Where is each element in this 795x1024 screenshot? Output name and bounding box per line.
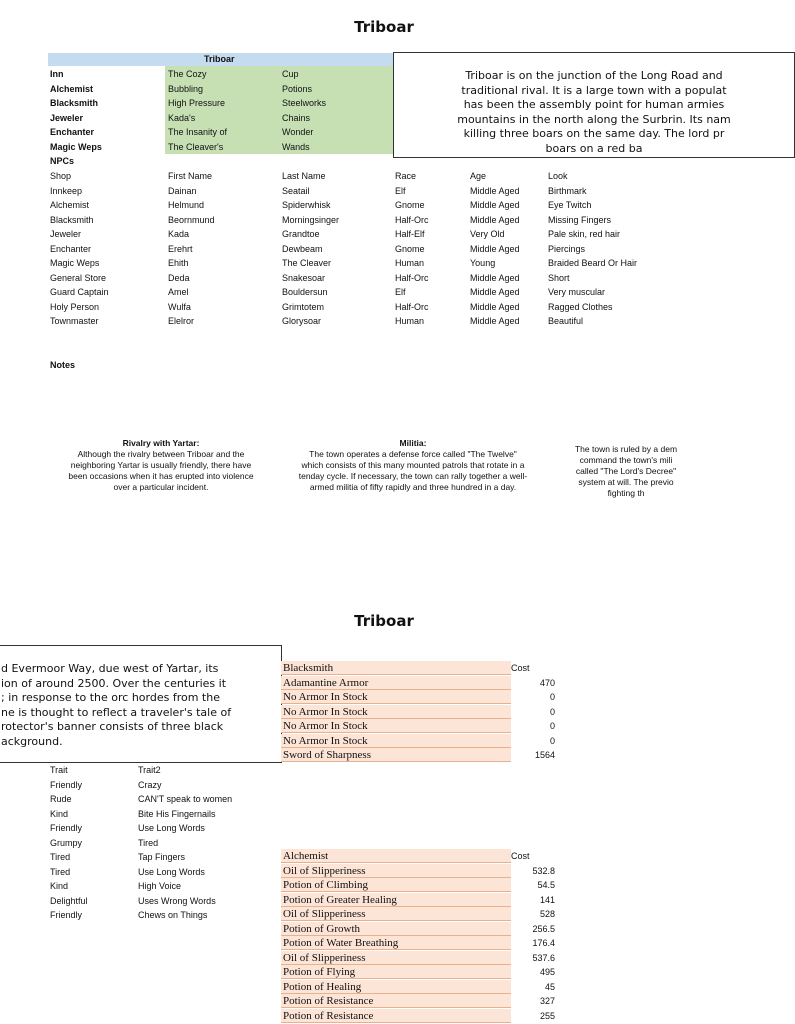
- alchemist-item-name: Oil of Slipperiness: [281, 951, 511, 965]
- blacksmith-item-name: Adamantine Armor: [281, 676, 511, 690]
- blacksmith-item-name: No Armor In Stock: [281, 705, 511, 719]
- trait2-cell: Uses Wrong Words: [138, 895, 216, 906]
- npc-cell: Middle Aged: [470, 243, 520, 254]
- alchemist-item-cost: 495: [539, 967, 555, 977]
- shop-name-second: Steelworks: [282, 98, 327, 108]
- npc-cell: Blacksmith: [50, 214, 94, 225]
- trait-cell: Friendly: [50, 779, 83, 790]
- notes-label: Notes: [50, 360, 76, 370]
- alchemist-header: Alchemist: [281, 849, 511, 863]
- shop-name-second: Cup: [282, 69, 299, 79]
- shop-name-first: High Pressure: [168, 98, 226, 108]
- alchemist-item-name: Potion of Growth: [281, 922, 511, 936]
- description-line: ion of around 2500. Over the centuries it: [1, 676, 227, 690]
- npc-cell: Middle Aged: [470, 185, 520, 196]
- shop-name-second: Wands: [282, 141, 310, 152]
- npc-cell: Holy Person: [50, 301, 100, 312]
- npc-cell: Ehith: [168, 258, 189, 268]
- blacksmith-item-cost: 0: [549, 721, 555, 731]
- blacksmith-header: Blacksmith: [281, 661, 511, 675]
- npc-column-header: Last Name: [282, 171, 326, 181]
- note-government-line: called "The Lord's Decree": [575, 466, 677, 476]
- npc-cell: Young: [470, 258, 496, 268]
- npc-column-header: Shop: [50, 171, 72, 181]
- description-line: traditional rival. It is a large town with a populat: [461, 83, 727, 97]
- table-header-title: Triboar: [204, 54, 235, 64]
- blacksmith-item-cost: 1564: [534, 750, 555, 760]
- description-line: ne is thought to reflect a traveler's tale of: [1, 705, 232, 719]
- alchemist-cost-header: Cost: [511, 851, 530, 861]
- npc-cell: Wulfa: [168, 301, 191, 312]
- npc-cell: Dewbeam: [282, 243, 323, 254]
- description-line: boars on a red ba: [545, 141, 643, 155]
- note-militia: [280, 438, 546, 493]
- npc-cell: Beautiful: [548, 316, 584, 326]
- shop-name-second: Potions: [282, 83, 313, 94]
- trait-cell: Kind: [50, 881, 69, 891]
- description-box-top-clip: [393, 52, 731, 158]
- shop-name-first: The Insanity of: [168, 127, 228, 137]
- npc-cell: Very muscular: [548, 287, 606, 297]
- alchemist-item-name: Potion of Climbing: [281, 878, 511, 892]
- npc-cell: Alchemist: [50, 200, 90, 210]
- npc-cell: Half-Orc: [395, 214, 429, 225]
- note-rivalry-line: been occasions when it has erupted into violence: [68, 471, 254, 481]
- npc-cell: Middle Aged: [470, 272, 520, 283]
- note-government-clip: [546, 444, 678, 504]
- note-rivalry-line: neighboring Yartar is usually friendly, there have: [70, 460, 252, 470]
- alchemist-item-cost: 532.8: [532, 865, 555, 876]
- npc-cell: Middle Aged: [470, 214, 520, 225]
- page-title-bottom: Triboar: [354, 612, 414, 630]
- alchemist-item-name: Oil of Slipperiness: [281, 864, 511, 878]
- npc-cell: Elf: [395, 185, 406, 196]
- npc-cell: Human: [395, 258, 425, 268]
- npc-cell: Dainan: [168, 185, 197, 196]
- alchemist-item-cost: 537.6: [532, 952, 555, 963]
- description-line: has been the assembly point for human armies: [463, 98, 725, 111]
- shop-label: Enchanter: [50, 127, 95, 137]
- npc-cell: Ragged Clothes: [548, 301, 613, 312]
- note-rivalry-line: Although the rivalry between Triboar and the: [77, 449, 245, 459]
- blacksmith-cost-header: Cost: [511, 663, 530, 673]
- trait2-cell: Crazy: [138, 779, 162, 790]
- npc-cell: Middle Aged: [470, 301, 520, 312]
- npc-cell: Eye Twitch: [548, 200, 592, 210]
- note-militia-line: which consists of this many mounted patrols that rotate in a: [301, 460, 525, 470]
- description-line: killing three boars on the same day. The lord pr: [463, 127, 725, 140]
- npc-cell: Half-Orc: [395, 272, 429, 283]
- shop-name-second: Wonder: [282, 127, 314, 137]
- alchemist-item-cost: 176.4: [532, 938, 555, 948]
- description-box-bottom: [0, 645, 282, 763]
- alchemist-item-cost: 45: [544, 981, 555, 992]
- trait-cell: Tired: [50, 852, 71, 862]
- trait-column-header: Trait: [50, 765, 68, 775]
- trait-cell: Kind: [50, 808, 69, 819]
- alchemist-item-cost: 256.5: [532, 923, 555, 934]
- note-government: [546, 444, 706, 499]
- note-government-line: command the town's mili: [579, 455, 673, 465]
- npc-cell: Beornmund: [168, 214, 215, 225]
- npc-cell: Half-Elf: [395, 229, 425, 239]
- npc-cell: Bouldersun: [282, 287, 328, 297]
- npc-cell: Glorysoar: [282, 316, 322, 326]
- note-militia-line: armed militia of fifty rapidly and three hundred in a day.: [309, 482, 517, 492]
- description-box-bottom-clip: [0, 645, 282, 763]
- alchemist-item-name: Potion of Greater Healing: [281, 893, 511, 907]
- trait2-cell: Tap Fingers: [138, 852, 186, 862]
- shop-name-second: Chains: [282, 112, 311, 123]
- blacksmith-item-name: No Armor In Stock: [281, 719, 511, 733]
- trait-column-header: Trait2: [138, 765, 161, 775]
- npc-cell: Snakesoar: [282, 272, 326, 283]
- npc-cell: Middle Aged: [470, 287, 520, 297]
- alchemist-item-cost: 255: [539, 1010, 555, 1021]
- alchemist-item-cost: 528: [539, 909, 555, 919]
- npc-cell: Short: [548, 272, 570, 283]
- npc-cell: Gnome: [395, 200, 425, 210]
- npc-cell: Very Old: [470, 229, 505, 239]
- npc-cell: Elf: [395, 287, 406, 297]
- npc-cell: Piercings: [548, 243, 586, 254]
- note-government-line: fighting th: [607, 488, 645, 498]
- npc-cell: Morningsinger: [282, 214, 340, 225]
- npc-cell: Birthmark: [548, 185, 587, 196]
- npc-column-header: Look: [548, 171, 568, 181]
- npc-cell: Gnome: [395, 243, 425, 254]
- shop-label: Magic Weps: [50, 141, 102, 152]
- shop-name-first: The Cleaver's: [168, 141, 224, 152]
- shop-label: Inn: [50, 69, 64, 79]
- blacksmith-item-name: No Armor In Stock: [281, 690, 511, 704]
- npc-cell: Enchanter: [50, 243, 92, 254]
- npc-cell: Middle Aged: [470, 200, 520, 210]
- note-government-line: system at will. The previo: [578, 477, 674, 487]
- npc-cell: Middle Aged: [470, 316, 520, 326]
- note-rivalry-title: Rivalry with Yartar:: [122, 438, 200, 448]
- npc-cell: Guard Captain: [50, 287, 109, 297]
- npc-cell: Deda: [168, 272, 190, 283]
- npc-cell: Magic Weps: [50, 258, 100, 268]
- npc-cell: General Store: [50, 272, 107, 283]
- shop-name-first: The Cozy: [168, 69, 207, 79]
- trait2-cell: CAN'T speak to women: [138, 794, 233, 804]
- description-box-top: [393, 52, 795, 158]
- alchemist-item-cost: 54.5: [537, 880, 555, 890]
- description-line: ackground.: [1, 734, 63, 748]
- alchemist-item-name: Potion of Healing: [281, 980, 511, 994]
- npc-cell: Grimtotem: [282, 301, 325, 312]
- trait2-cell: Tired: [138, 837, 159, 848]
- npc-cell: Elelror: [168, 316, 195, 326]
- note-militia-line: The town operates a defense force called "The Twelve": [309, 449, 517, 459]
- shop-name-first: Kada's: [168, 112, 196, 123]
- blacksmith-item-cost: 0: [549, 706, 555, 717]
- trait-cell: Grumpy: [50, 837, 83, 848]
- alchemist-item-name: Potion of Flying: [281, 965, 511, 979]
- npc-cell: Jeweler: [50, 229, 82, 239]
- blacksmith-item-name: Sword of Sharpness: [281, 748, 511, 762]
- npc-cell: Erehrt: [168, 243, 193, 254]
- npc-cell: Grandtoe: [282, 229, 320, 239]
- blacksmith-item-cost: 0: [549, 735, 555, 746]
- shop-label: Jeweler: [50, 112, 84, 123]
- alchemist-item-name: Potion of Water Breathing: [281, 936, 511, 950]
- trait-cell: Friendly: [50, 910, 83, 920]
- trait2-cell: Use Long Words: [138, 866, 205, 877]
- npc-cell: Townmaster: [50, 316, 99, 326]
- description-line: mountains in the north along the Surbrin. Its nam: [457, 112, 731, 126]
- trait-cell: Tired: [50, 866, 71, 877]
- npc-column-header: First Name: [168, 171, 213, 181]
- trait2-cell: Use Long Words: [138, 823, 205, 833]
- npc-cell: Spiderwhisk: [282, 200, 331, 210]
- npc-cell: Pale skin, red hair: [548, 229, 621, 239]
- npc-cell: Half-Orc: [395, 301, 429, 312]
- blacksmith-item-cost: 0: [549, 692, 555, 702]
- blacksmith-item-name: No Armor In Stock: [281, 734, 511, 748]
- description-line: Triboar is on the junction of the Long Road and: [465, 69, 723, 82]
- npc-cell: Human: [395, 316, 425, 326]
- description-line: ; in response to the orc hordes from the: [1, 691, 220, 704]
- npc-cell: Seatail: [282, 185, 310, 196]
- description-line: rotector's banner consists of three black: [1, 720, 224, 733]
- shop-name-first: Bubbling: [168, 83, 204, 94]
- trait2-cell: Bite His Fingernails: [138, 808, 216, 819]
- npc-cell: Innkeep: [50, 185, 83, 196]
- npc-cell: The Cleaver: [282, 258, 332, 268]
- note-rivalry: [50, 438, 272, 493]
- npc-cell: Braided Beard Or Hair: [548, 258, 638, 268]
- note-militia-title: Militia:: [399, 438, 427, 448]
- note-rivalry-line: over a particular incident.: [113, 482, 209, 492]
- trait-cell: Rude: [50, 794, 72, 804]
- blacksmith-item-cost: 470: [539, 677, 555, 688]
- npc-cell: Helmund: [168, 200, 205, 210]
- page-title-top: Triboar: [354, 18, 414, 36]
- shop-label: Alchemist: [50, 83, 94, 94]
- npc-cell: Missing Fingers: [548, 214, 612, 225]
- npcs-label: NPCs: [50, 156, 75, 166]
- note-government-line: The town is ruled by a dem: [574, 444, 678, 454]
- note-militia-line: tenday cycle. If necessary, the town can rally together a well-: [298, 471, 528, 481]
- alchemist-item-cost: 327: [539, 996, 555, 1006]
- npc-cell: Amel: [168, 287, 189, 297]
- alchemist-item-name: Potion of Resistance: [281, 1009, 511, 1023]
- trait2-cell: High Voice: [138, 881, 182, 891]
- alchemist-item-name: Potion of Resistance: [281, 994, 511, 1008]
- trait-cell: Friendly: [50, 823, 83, 833]
- npc-column-header: Age: [470, 171, 487, 181]
- trait2-cell: Chews on Things: [138, 910, 208, 920]
- alchemist-item-name: Oil of Slipperiness: [281, 907, 511, 921]
- shop-label: Blacksmith: [50, 98, 99, 108]
- trait-cell: Delightful: [50, 895, 88, 906]
- npc-cell: Kada: [168, 229, 190, 239]
- npc-column-header: Race: [395, 171, 417, 181]
- description-line: d Evermoor Way, due west of Yartar, its: [1, 662, 219, 675]
- alchemist-item-cost: 141: [539, 894, 555, 905]
